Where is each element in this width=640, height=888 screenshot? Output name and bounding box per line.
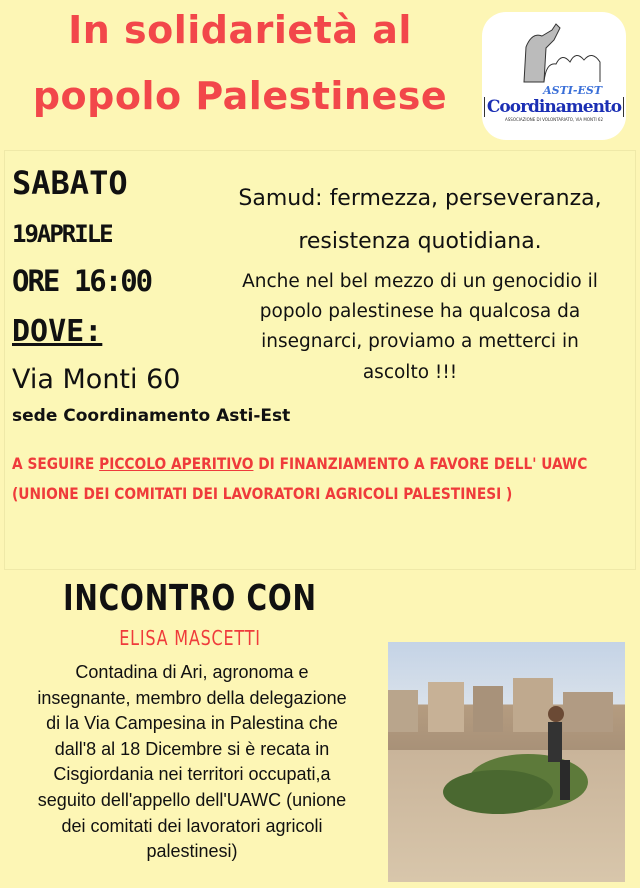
aperitivo-highlight: PICCOLO APERITIVO [99, 454, 254, 473]
event-date: 19APRILE [12, 220, 112, 248]
description-line: popolo palestinese ha qualcosa da [259, 301, 581, 322]
aperitivo-pre: A SEGUIRE [12, 454, 100, 473]
logo-name: Coordinamento [484, 97, 624, 117]
title-line-2: popolo Palestinese [32, 74, 448, 118]
logo-asti-est: ASTI-EST [543, 84, 602, 97]
bio-line: di la Via Campesina in Palestina che [46, 713, 338, 734]
description-line: insegnarci, proviamo a metterci in [261, 331, 579, 352]
aperitivo-line-1 [12, 454, 587, 473]
protest-figure-icon [504, 22, 604, 84]
event-details-panel [4, 150, 636, 570]
photo-scene [388, 642, 625, 882]
description-line: Anche nel bel mezzo di un genocidio il [242, 271, 598, 292]
aperitivo-post: DI FINANZIAMENTO A FAVORE DELL' UAWC [253, 454, 588, 473]
speaker-heading: INCONTRO CON [63, 578, 317, 619]
bio-line: dei comitati dei lavoratori agricoli [61, 815, 323, 836]
title-line-1: In solidarietà al [68, 8, 412, 52]
description-heading-1: Samud: fermezza, perseveranza, [238, 186, 602, 211]
event-time: ORE 16:00 [12, 264, 152, 298]
gaza-photo [388, 642, 625, 882]
where-label: DOVE: [12, 314, 103, 349]
speaker-bio [4, 660, 380, 865]
bio-line: Contadina di Ari, agronoma e [75, 662, 309, 682]
event-venue: sede Coordinamento Asti-Est [12, 406, 291, 426]
description-line: ascolto !!! [362, 362, 458, 383]
bio-line: Cisgiordania nei territori occupati,a [53, 764, 331, 785]
bio-line: dall'8 al 18 Dicembre si è recata in [54, 738, 330, 759]
event-address: Via Monti 60 [12, 364, 181, 395]
speaker-name: ELISA MASCETTI [119, 626, 261, 650]
coordinamento-logo [482, 12, 626, 140]
event-day: SABATO [12, 164, 128, 202]
bio-line: insegnante, membro della delegazione [37, 687, 347, 708]
description-heading-2: resistenza quotidiana. [298, 229, 542, 254]
aperitivo-line-2: (UNIONE DEI COMITATI DEI LAVORATORI AGRICOLI PALESTINESI ) [12, 484, 513, 503]
logo-subtitle: ASSOCIAZIONE DI VOLONTARIATO, VIA MONTI 62 [505, 117, 603, 122]
bio-line: palestinesi) [146, 841, 238, 862]
bio-line: seguito dell'appello dell'UAWC (unione [37, 789, 347, 810]
